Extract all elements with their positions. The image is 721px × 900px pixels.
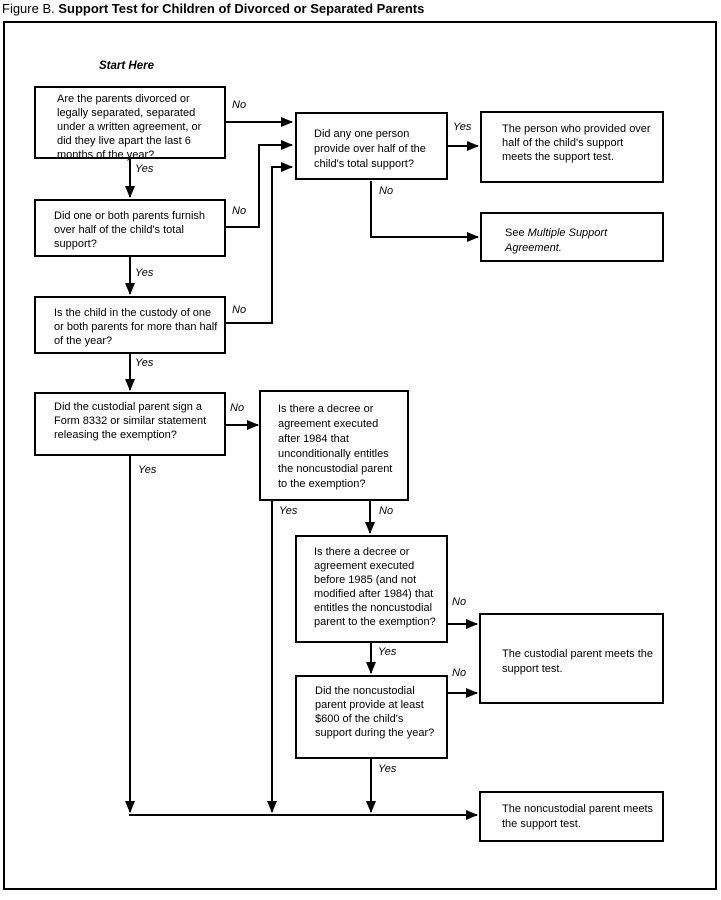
label-custody-yes: Yes	[135, 357, 154, 369]
question-provided-600-box: Did the noncustodial parent provide at least $600 of the child's support during the year?	[295, 675, 448, 759]
label-custody-no: No	[232, 304, 247, 316]
result-custodial-box: The custodial parent meets the support test.	[479, 613, 664, 704]
figure-title-prefix: Figure B.	[2, 1, 55, 16]
result-person-provided-box: The person who provided over half of the child's support meets the support test.	[480, 111, 664, 183]
start-here-label: Start Here	[99, 60, 154, 72]
result-multiple-support-prefix: See	[505, 227, 528, 239]
result-multiple-support-box	[480, 212, 664, 262]
question-divorced-box: Are the parents divorced or legally separated, separated under a written agreement, or did they live apart the last 6 months of the year?	[34, 86, 226, 159]
label-after-1984-yes: Yes	[279, 505, 298, 517]
label-divorced-yes: Yes	[135, 163, 154, 175]
label-600-yes: Yes	[378, 763, 397, 775]
label-before-1985-yes: Yes	[378, 646, 397, 658]
result-multiple-support-italic: Multiple Support Agreement.	[505, 227, 608, 254]
label-half-support-no: No	[232, 205, 247, 217]
label-any-one-yes: Yes	[453, 121, 472, 133]
label-divorced-no: No	[232, 99, 247, 111]
question-any-one-person-box: Did any one person provide over half of the child's total support?	[295, 112, 448, 180]
question-decree-after-1984-box: Is there a decree or agreement executed after 1984 that unconditionally entitles the noncustodial parent to the exemption?	[259, 390, 409, 501]
figure-title-text: Support Test for Children of Divorced or Separated Parents	[58, 1, 425, 16]
question-decree-before-1985-box: Is there a decree or agreement executed before 1985 (and not modified after 1984) that entitles the noncustodial parent to the exemption?	[295, 535, 448, 643]
label-after-1984-no: No	[379, 505, 394, 517]
result-noncustodial-box: The noncustodial parent meets the support test.	[479, 791, 664, 842]
label-600-no: No	[452, 667, 467, 679]
question-half-support-box: Did one or both parents furnish over half of the child's total support?	[34, 199, 226, 257]
label-form-8332-yes: Yes	[138, 464, 157, 476]
question-custody-box: Is the child in the custody of one or both parents for more than half of the year?	[34, 296, 226, 354]
label-before-1985-no: No	[452, 596, 467, 608]
label-any-one-no: No	[379, 185, 394, 197]
label-form-8332-no: No	[230, 402, 245, 414]
label-half-support-yes: Yes	[135, 267, 154, 279]
question-form-8332-box: Did the custodial parent sign a Form 8332 or similar statement releasing the exemption?	[34, 392, 226, 456]
